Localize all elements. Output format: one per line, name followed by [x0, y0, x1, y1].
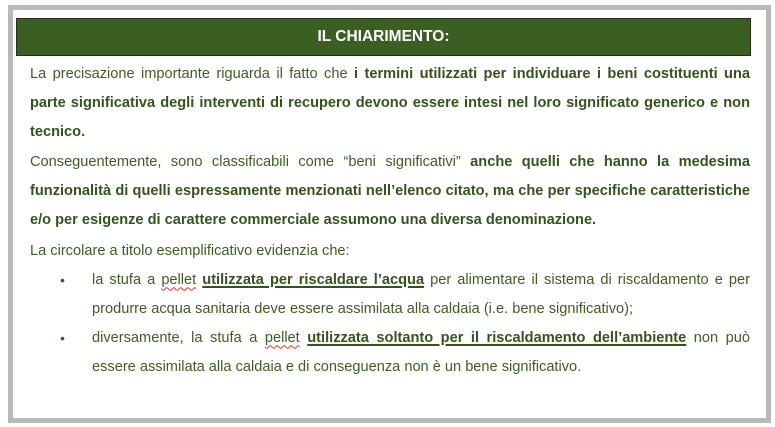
- bullet-icon: •: [60, 271, 65, 288]
- paragraph-bold-text: anche quelli che hanno la medesima funzionalità di quelli espressamente menzionati nell’elenco citato, ma che per specifiche caratteristiche e/o per esigenze di carattere commerciale assumono una diversa denominazione.: [30, 154, 751, 228]
- list-item: [30, 266, 750, 324]
- bullet-suffix: non può essere assimilata alla caldaia e di conseguenza non è un bene significativo.: [92, 329, 750, 375]
- paragraph-plain-text: La precisazione importante riguarda il fatto che: [30, 66, 355, 82]
- bullet-emphasis: utilizzata per riscaldare l’acqua: [202, 271, 425, 288]
- section-title: IL CHIARIMENTO:: [317, 28, 450, 45]
- paragraph-plain-text: Conseguentemente, sono classificabili come “beni significativi”: [30, 154, 471, 171]
- paragraph-bold-text: i termini utilizzati per individuare i beni costituenti una parte significativa degli interventi di recupero devono essere intesi nel loro significato generico e non tecnico.: [30, 66, 750, 140]
- list-item: [30, 324, 750, 382]
- document-body: [30, 60, 750, 382]
- section-header: [16, 18, 751, 56]
- bullet-prefix: la stufa a: [92, 271, 162, 288]
- paragraph-plain-text: La circolare a titolo esemplificativo evidenzia che:: [30, 242, 350, 259]
- spellcheck-flagged-word: pellet: [161, 271, 197, 288]
- paragraph-consequently: [30, 148, 750, 234]
- bullet-suffix: per alimentare il sistema di riscaldamento e per produrre acqua sanitaria deve essere assimilata alla caldaia (i.e. bene significativo);: [92, 271, 750, 317]
- spellcheck-flagged-word: pellet: [264, 329, 300, 346]
- paragraph-circular-intro: [30, 237, 750, 266]
- bullet-icon: •: [60, 329, 65, 346]
- paragraph-clarification: [30, 60, 750, 146]
- bullet-prefix: diversamente, la stufa a: [92, 329, 265, 346]
- example-list: [30, 266, 750, 382]
- bullet-emphasis: utilizzata soltanto per il riscaldamento dell’ambiente: [307, 329, 687, 346]
